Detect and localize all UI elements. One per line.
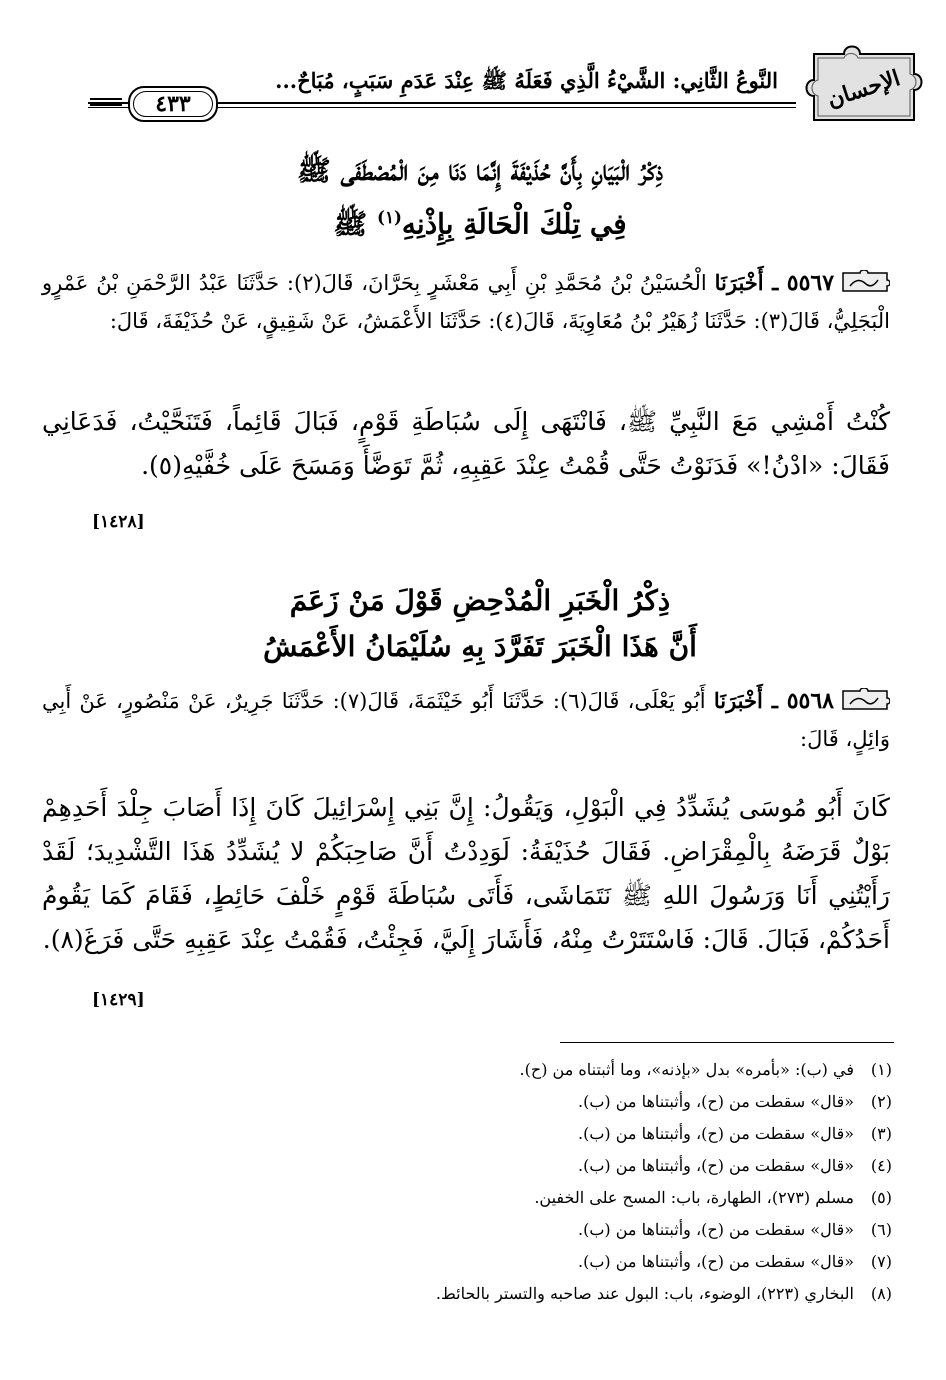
running-header-title: النَّوعُ الثَّانِي: الشَّيْءُ الَّذِي فَعَلَهُ ﷺ عِنْدَ عَدَمِ سَبَبٍ، مُبَاحٌ... (275, 68, 778, 93)
isnad-text: الْحُسَيْنُ بْنُ مُحَمَّدِ بْنِ أَبِي مَعْشَرٍ بِحَرَّانَ، قَالَ(٢): حَدَّثَنَا عَبْدُ الرَّحْمَنِ بْنُ عَمْرٍو الْبَجَلِيُّ، قَالَ(٣): حَدَّثَنَا زُهَيْرُ بْنُ مُعَاوِيَةَ، قَالَ(٤): حَدَّثَنَا الأَعْمَشُ، عَنْ شَقِيقٍ، عَنْ حُذَيْفَةَ، قَالَ: (42, 271, 890, 333)
footnote-text: «قال» سقطت من (ح)، وأثبتناها من (ب). (578, 1124, 854, 1143)
logo-text: الإحسان (824, 65, 904, 113)
akhbarana-label: ـ أَخْبَرَنَا (713, 688, 787, 713)
footnote-number: (٥) (870, 1188, 892, 1207)
footnote-item (300, 1182, 892, 1214)
footnote-number: (٧) (870, 1252, 892, 1271)
footnote-text: «قال» سقطت من (ح)، وأثبتناها من (ب). (578, 1220, 854, 1239)
footnote-item (300, 1278, 892, 1310)
footnote-text: «قال» سقطت من (ح)، وأثبتناها من (ب). (578, 1092, 854, 1111)
isnad-text: أَبُو يَعْلَى، قَالَ(٦): حَدَّثَنَا أَبُو خَيْثَمَةَ، قَالَ(٧): حَدَّثَنَا جَرِيرٌ، عَنْ مَنْصُورٍ، عَنْ أَبِي وَائِلٍ، قَالَ: (42, 689, 890, 751)
footnote-text: البخاري (٢٢٣)، الوضوء، باب: البول عند صاحبه والتستر بالحائط. (435, 1284, 854, 1303)
heading-end: ﷺ (333, 207, 377, 241)
cross-reference: [١٤٢٨] (92, 512, 145, 532)
footnote-item (300, 1054, 892, 1086)
matn-paragraph-2: كَانَ أَبُو مُوسَى يُشَدِّدُ فِي الْبَوْلِ، وَيَقُولُ: إِنَّ بَنِي إِسْرَائِيلَ كَانَ إِذَا أَصَابَ جِلْدَ أَحَدِهِمْ بَوْلٌ قَرَضَهُ بِالْمِقْرَاضِ. فَقَالَ حُذَيْفَةُ: لَوَدِدْتُ أَنَّ صَاحِبَكُمْ لا يُشَدِّدُ هَذَا التَّشْدِيدَ؛ لَقَدْ رَأَيْتُنِي أَنَا وَرَسُولَ اللهِ ﷺ نَتَمَاشَى، فَأَتَى سُبَاطَةَ قَوْمٍ خَلْفَ حَائِطٍ، فَقَامَ كَمَا يَقُومُ أَحَدُكُمْ، فَبَالَ. قَالَ: فَاسْتَتَرْتُ مِنْهُ، فَأَشَارَ إِلَيَّ، فَجِئْتُ، فَقُمْتُ عِنْدَ عَقِبِهِ حَتَّى فَرَغَ(٨). (42, 793, 890, 954)
footnote-item (300, 1118, 892, 1150)
heading-line-2-text: فِي تِلْكَ الْحَالَةِ بِإِذْنِهِ (401, 207, 627, 241)
isnad-paragraph-2 (42, 682, 890, 758)
footnote-item (300, 1246, 892, 1278)
footnote-number: (٦) (870, 1220, 892, 1239)
footnote-number: (١) (870, 1060, 892, 1079)
footnote-text: «قال» سقطت من (ح)، وأثبتناها من (ب). (578, 1252, 854, 1271)
chapter-heading-1 (60, 148, 900, 247)
footnote-text: في (ب): «بأمره» بدل «بإذنه»، وما أثبتناه من (ح). (519, 1060, 854, 1079)
footnote-number: (٣) (870, 1124, 892, 1143)
footnote-number: (٢) (870, 1092, 892, 1111)
heading-line-2: أَنَّ هَذَا الْخَبَرَ تَفَرَّدَ بِهِ سُلَيْمَانُ الأَعْمَشُ (263, 630, 697, 663)
footnote-ref: (١) (376, 207, 402, 227)
footnote-item (300, 1214, 892, 1246)
puzzle-hadith-icon (840, 270, 890, 294)
heading-line-1: ذِكْرُ الْخَبَرِ الْمُدْحِضِ قَوْلَ مَنْ زَعَمَ (289, 584, 671, 617)
footnote-separator (560, 1042, 894, 1043)
matn-paragraph-1: كُنْتُ أَمْشِي مَعَ النَّبِيِّ ﷺ، فَانْتَهَى إِلَى سُبَاطَةِ قَوْمٍ، فَبَالَ قَائِماً، فَتَنَحَّيْتُ، فَدَعَانِي فَقَالَ: «ادْنُ!» فَدَنَوْتُ حَتَّى قُمْتُ عِنْدَ عَقِبِهِ، ثُمَّ تَوَضَّأَ وَمَسَحَ عَلَى خُفَّيْهِ(٥). (42, 407, 890, 480)
footnote-number: (٨) (870, 1284, 892, 1303)
footnote-text: «قال» سقطت من (ح)، وأثبتناها من (ب). (578, 1156, 854, 1175)
footnotes-list (300, 1054, 892, 1310)
chapter-heading-2 (60, 578, 900, 670)
puzzle-piece-logo-icon (796, 40, 928, 126)
hadith-number: ٥٥٦٧ (786, 270, 835, 296)
page-number: ٤٣٣ (128, 86, 218, 122)
header-divider-left-2 (90, 104, 122, 106)
heading-line-1: ذِكْرُ الْبَيَانِ بِأَنَّ حُذَيْفَةَ إِنَّمَا دَنَا مِنَ الْمُصْطَفَى ﷺ (296, 154, 664, 187)
page-header (88, 40, 928, 130)
footnote-number: (٤) (870, 1156, 892, 1175)
puzzle-hadith-icon (840, 688, 890, 712)
cross-reference: [١٤٢٩] (92, 990, 145, 1010)
footnote-text: مسلم (٢٧٣)، الطهارة، باب: المسح على الخفين. (534, 1188, 854, 1207)
header-divider-left (90, 98, 122, 100)
hadith-number: ٥٥٦٨ (786, 688, 834, 714)
footnote-item (300, 1150, 892, 1182)
footnote-item (300, 1086, 892, 1118)
heading-line-2 (60, 194, 900, 247)
isnad-paragraph-1 (42, 264, 890, 340)
akhbarana-label: ـ أَخْبَرَنَا (714, 270, 787, 295)
